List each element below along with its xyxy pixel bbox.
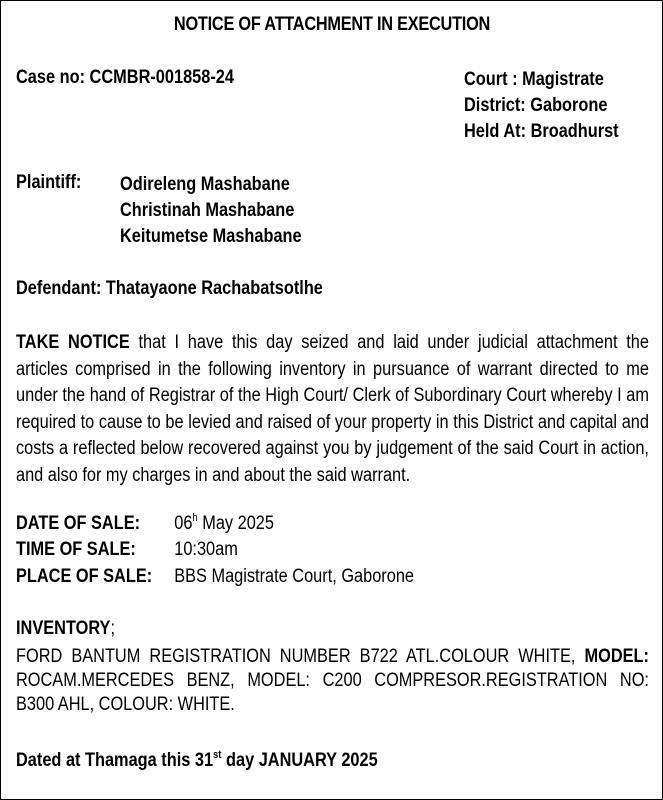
plaintiff-names: [120, 172, 302, 250]
inventory-text-2: ROCAM.MERCEDES BENZ, MODEL: C200 COMPRESOR.REGISTRATION NO: B300 AHL, COLOUR: WHITE.: [16, 670, 649, 715]
plaintiff-name: Odireleng Mashabane: [120, 174, 290, 195]
notice-body: that I have this day seized and laid under judicial attachment the articles comprised in the following inventory in pursuance of warrant directed to me under the hand of Registrar of the High Court/ Clerk of Subordinary Court whereby I am required to cause to be levied and raised of your property in this District and capital and costs a reflected below recovered against you by judgement of the said Court in action, and also for my charges in and about the said warrant.: [16, 332, 649, 486]
inventory-heading-line: [16, 618, 115, 640]
dated-suffix: st: [213, 749, 222, 761]
notice-paragraph: [16, 330, 649, 489]
inventory-text-1: FORD BANTUM REGISTRATION NUMBER B722 ATL.COLOUR WHITE,: [16, 646, 585, 667]
court-type: Court : Magistrate: [464, 69, 604, 90]
dated-line: [16, 749, 378, 772]
case-number-line: [16, 67, 234, 89]
date-of-sale-label: DATE OF SALE:: [16, 513, 141, 534]
dated-prefix: Dated at Thamaga this 31: [16, 750, 214, 771]
inventory-model-label: MODEL:: [584, 646, 649, 667]
date-of-sale-day: 06: [174, 513, 193, 534]
case-label: Case no:: [16, 67, 86, 88]
inventory-text: [16, 645, 649, 717]
take-notice-lead: TAKE NOTICE: [16, 332, 130, 353]
court-held-at: Held At: Broadhurst: [464, 121, 619, 142]
case-number: CCMBR-001858-24: [89, 67, 234, 88]
court-district: District: Gaborone: [464, 95, 608, 116]
place-of-sale-label: PLACE OF SALE:: [16, 566, 153, 587]
defendant-line: Defendant: Thatayaone Rachabatsotlhe: [16, 278, 323, 299]
place-of-sale-line: [16, 566, 414, 588]
inventory-heading: INVENTORY: [16, 618, 111, 639]
date-of-sale-line: [16, 512, 274, 535]
plaintiff-name: Christinah Mashabane: [120, 200, 295, 221]
dated-rest: day JANUARY 2025: [221, 750, 378, 771]
time-of-sale-line: [16, 539, 238, 561]
plaintiff-name: Keitumetse Mashabane: [120, 226, 302, 247]
inventory-heading-suffix: ;: [110, 618, 115, 639]
date-of-sale-suffix: h: [192, 512, 198, 524]
document-title: NOTICE OF ATTACHMENT IN EXECUTION: [173, 14, 491, 35]
time-of-sale-label: TIME OF SALE:: [16, 539, 136, 560]
plaintiff-label: Plaintiff:: [16, 172, 82, 193]
place-of-sale-value: BBS Magistrate Court, Gaborone: [174, 566, 415, 587]
time-of-sale-value: 10:30am: [174, 539, 238, 560]
date-of-sale-rest: May 2025: [197, 513, 274, 534]
court-details: [464, 67, 619, 145]
